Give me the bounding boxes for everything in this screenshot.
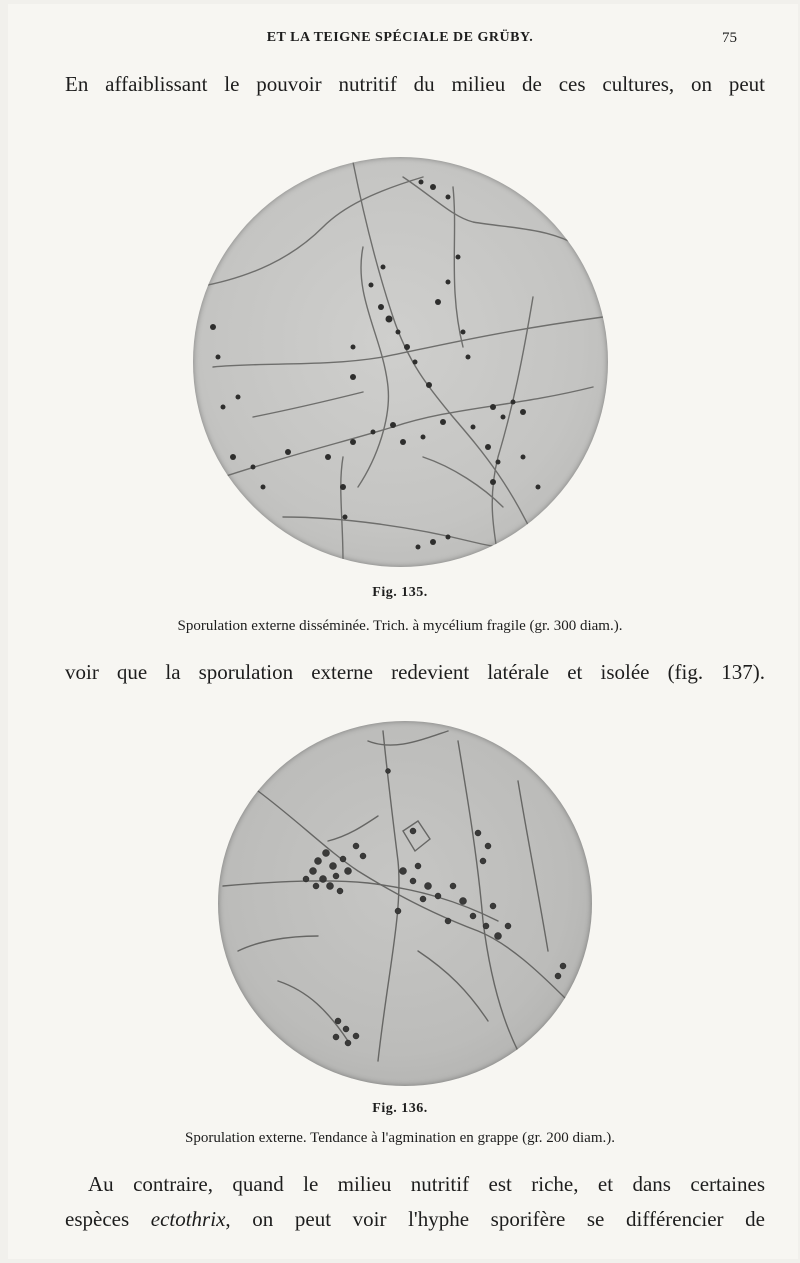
body-line-4-italic: ectothrix bbox=[150, 1207, 226, 1231]
running-head: ET LA TEIGNE SPÉCIALE DE GRÜBY. bbox=[266, 30, 534, 45]
body-line-2: voir que la sporulation externe redevient latérale et isolée (fig. 137). bbox=[65, 660, 765, 684]
body-line-4-start: espèces bbox=[65, 1207, 151, 1231]
figure-136-micrograph bbox=[218, 721, 592, 1086]
figure-135-caption: Sporulation externe disséminée. Trich. à mycélium fragile (gr. 300 diam.). bbox=[177, 618, 623, 634]
figure-135-label: Fig. 135. bbox=[372, 585, 428, 600]
body-line-1: En affaiblissant le pouvoir nutritif du milieu de ces cultures, on peut bbox=[65, 72, 765, 96]
figure-136-caption: Sporulation externe. Tendance à l'agmination en grappe (gr. 200 diam.). bbox=[185, 1130, 615, 1146]
figure-136-label: Fig. 136. bbox=[372, 1101, 428, 1116]
figure-135-micrograph bbox=[193, 157, 608, 567]
figure-136-hyphae-drawing bbox=[218, 721, 592, 1086]
body-line-4-end: , on peut voir l'hyphe sporifère se différencier de bbox=[225, 1207, 765, 1231]
page-number: 75 bbox=[722, 30, 737, 46]
figure-135-hyphae-drawing bbox=[193, 157, 608, 567]
body-line-3: Au contraire, quand le milieu nutritif est riche, et dans certaines bbox=[88, 1172, 765, 1196]
body-line-4 bbox=[65, 1207, 765, 1232]
